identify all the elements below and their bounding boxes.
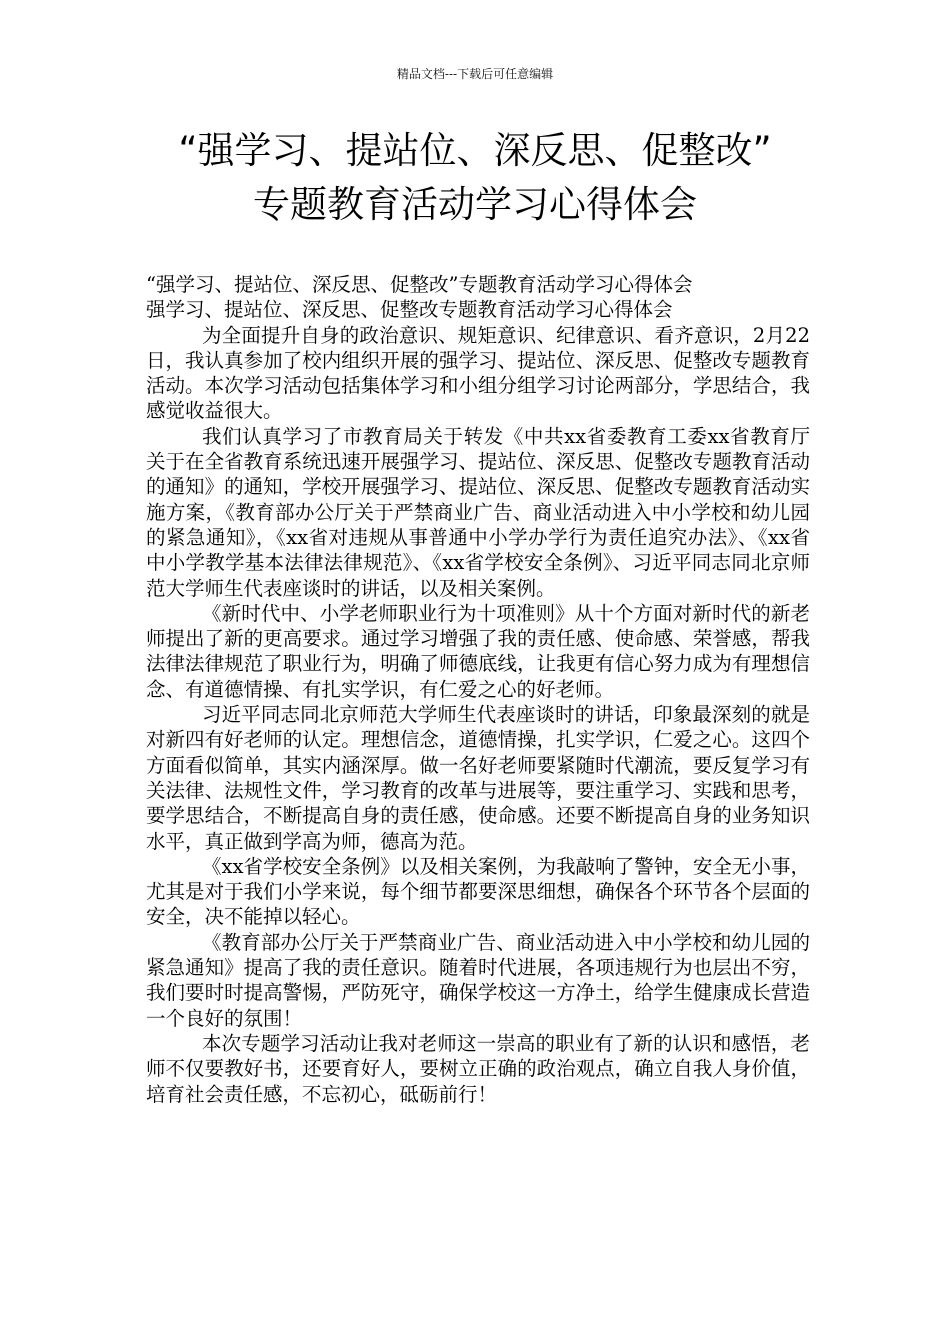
subtitle-line-2: 强学习、提站位、深反思、促整改专题教育活动学习心得体会 bbox=[146, 298, 673, 322]
paragraph-intro: 为全面提升自身的政治意识、规矩意识、纪律意识、看齐意识，2月22日，我认真参加了校内组织开展的强学习、提站位、深反思、促整改专题教育活动。本次学习活动包括集体学习和小组分组学习讨论两部分，学思结合，我感觉收益很大。 bbox=[146, 323, 810, 423]
title-line-2: 专题教育活动学习心得体会 bbox=[253, 183, 697, 226]
document-title bbox=[60, 124, 890, 232]
title-line-1: “强学习、提站位、深反思、促整改” bbox=[178, 129, 772, 172]
paragraph-study-content: 我们认真学习了市教育局关于转发《中共xx省委教育工委xx省教育厅关于在全省教育系统迅速开展强学习、提站位、深反思、促整改专题教育活动的通知》的通知，学校开展强学习、提站位、深反思、促整改专题教育活动实施方案，《教育部办公厅关于严禁商业广告、商业活动进入中小学校和幼儿园的紧急通知》，《xx省对违规从事普通中小学办学行为责任追究办法》、《xx省中小学教学基本法律法律规范》、《xx省学校安全条例》、习近平同志同北京师范大学师生代表座谈时的讲话，以及相关案例。 bbox=[146, 424, 810, 600]
paragraph-four-good-teachers: 习近平同志同北京师范大学师生代表座谈时的讲话，印象最深刻的就是对新四有好老师的认定。理想信念，道德情操，扎实学识，仁爱之心。这四个方面看似简单，其实内涵深厚。做一名好老师要紧随时代潮流，要反复学习有关法律、法规性文件，学习教育的改革与进展等，要注重学习、实践和思考，要学思结合，不断提高自身的责任感，使命感。还要不断提高自身的业务知识水平，真正做到学高为师，德高为范。 bbox=[146, 703, 810, 853]
paragraph-commercial-notice: 《教育部办公厅关于严禁商业广告、商业活动进入中小学校和幼儿园的紧急通知》提高了我的责任意识。随着时代进展，各项违规行为也层出不穷，我们要时时提高警惕，严防死守，确保学校这一方净土，给学生健康成长营造一个良好的氛围！ bbox=[146, 930, 810, 1030]
paragraph-conclusion: 本次专题学习活动让我对老师这一崇高的职业有了新的认识和感悟，老师不仅要教好书，还要育好人，要树立正确的政治观点，确立自我人身价值，培育社会责任感，不忘初心，砥砺前行！ bbox=[146, 1031, 810, 1106]
paragraph-safety: 《xx省学校安全条例》以及相关案例，为我敲响了警钟，安全无小事，尤其是对于我们小学来说，每个细节都要深思细想，确保各个环节各个层面的安全，决不能掉以轻心。 bbox=[146, 854, 810, 929]
paragraph-ten-rules: 《新时代中、小学老师职业行为十项准则》从十个方面对新时代的新老师提出了新的更高要求。通过学习增强了我的责任感、使命感、荣誉感，帮我法律法律规范了职业行为，明确了师德底线，让我更有信心努力成为有理想信念、有道德情操、有扎实学识，有仁爱之心的好老师。 bbox=[146, 601, 810, 701]
subtitle-line-1: “强学习、提站位、深反思、促整改”专题教育活动学习心得体会 bbox=[146, 273, 693, 296]
header-note: 精品文档---下载后可任意编辑 bbox=[396, 67, 554, 81]
document-body bbox=[146, 272, 810, 1107]
